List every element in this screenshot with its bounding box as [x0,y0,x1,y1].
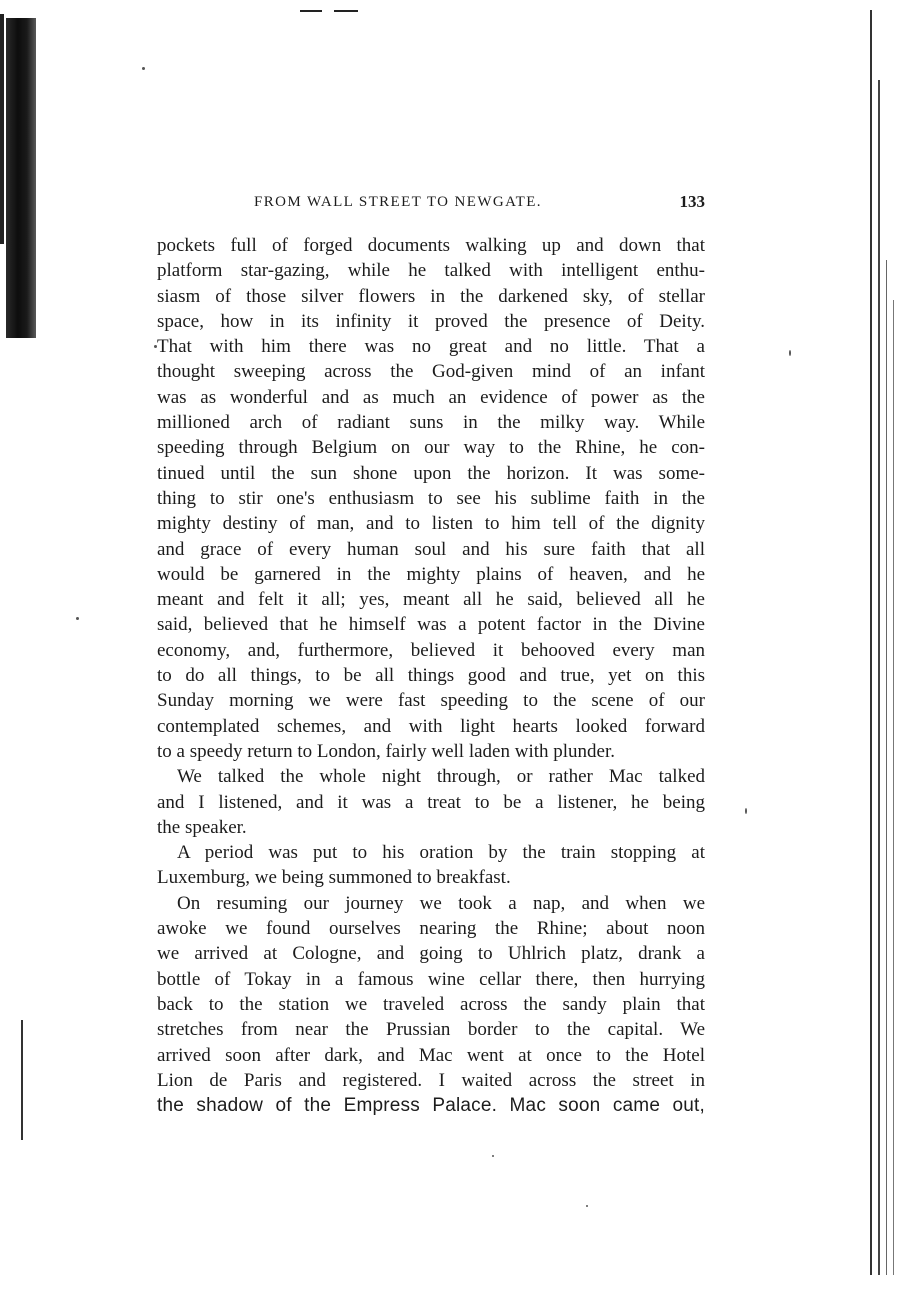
binding-shadow-left [6,18,36,338]
text-line: and grace of every human soul and his sure faith that all [157,538,705,560]
scan-speck [76,617,79,620]
scan-speck [745,808,747,814]
text-line: A period was put to his oration by the train stopping at [177,842,705,864]
text-line: mighty destiny of man, and to listen to him tell of the dignity [157,513,705,535]
text-line: was as wonderful and as much an evidence of power as the [157,386,705,408]
text-line: On resuming our journey we took a nap, and when we [177,892,705,914]
text-line: tinued until the sun shone upon the horizon. It was some- [157,462,705,484]
scan-dash [334,10,358,12]
text-line: contemplated schemes, and with light hearts looked forward [157,715,705,737]
page-edge-line [878,80,880,1275]
page-edge-line [21,1020,23,1140]
text-line: We talked the whole night through, or rather Mac talked [177,766,705,788]
text-line: platform star-gazing, while he talked with intelligent enthu- [157,260,705,282]
text-line: stretches from near the Prussian border to the capital. We [157,1019,705,1041]
scan-speck [789,350,791,356]
text-line: and I listened, and it was a treat to be a listener, he being [157,791,705,813]
text-line: we arrived at Cologne, and going to Uhlrich platz, drank a [157,943,705,965]
text-line: would be garnered in the mighty plains of heaven, and he [157,563,705,585]
text-line: said, believed that he himself was a potent factor in the Divine [157,614,705,636]
text-line: bottle of Tokay in a famous wine cellar there, then hurrying [157,968,705,990]
text-line: to a speedy return to London, fairly well laden with plunder. [157,740,615,762]
scan-dash [300,10,322,12]
text-line: economy, and, furthermore, believed it behooved every man [157,639,705,661]
text-line: thing to stir one's enthusiasm to see his sublime faith in the [157,487,705,509]
page-header [157,190,705,220]
page-edge-line [893,300,894,1275]
text-line: speeding through Belgium on our way to the Rhine, he con- [157,437,705,459]
text-line: the speaker. [157,816,247,838]
text-line: Lion de Paris and registered. I waited across the street in [157,1069,705,1091]
running-title: FROM WALL STREET TO NEWGATE. [254,194,542,210]
text-line: awoke we found ourselves nearing the Rhine; about noon [157,918,705,940]
text-line: Luxemburg, we being summoned to breakfast. [157,867,511,889]
text-line: back to the station we traveled across the sandy plain that [157,993,705,1015]
text-line: meant and felt it all; yes, meant all he said, believed all he [157,589,705,611]
text-line: siasm of those silver flowers in the darkened sky, of stellar [157,285,705,307]
text-line: the shadow of the Empress Palace. Mac soon came out, [157,1095,705,1117]
scan-speck [586,1205,588,1207]
text-line: pockets full of forged documents walking up and down that [157,235,705,256]
binding-edge-left [0,14,4,244]
text-line: to do all things, to be all things good and true, yet on this [157,665,705,687]
text-line: That with him there was no great and no little. That a [157,336,705,358]
text-line: Sunday morning we were fast speeding to the scene of our [157,690,705,712]
page-edge-line [886,260,887,1275]
page-edge-line [870,10,872,1275]
text-line: space, how in its infinity it proved the presence of Deity. [157,310,705,332]
text-line: arrived soon after dark, and Mac went at once to the Hotel [157,1044,705,1066]
scan-speck [142,67,145,70]
body-text [157,233,705,1118]
text-line: thought sweeping across the God-given mind of an infant [157,361,705,383]
scan-speck [492,1155,494,1157]
text-line: millioned arch of radiant suns in the milky way. While [157,412,705,434]
page-number: 133 [679,192,705,211]
